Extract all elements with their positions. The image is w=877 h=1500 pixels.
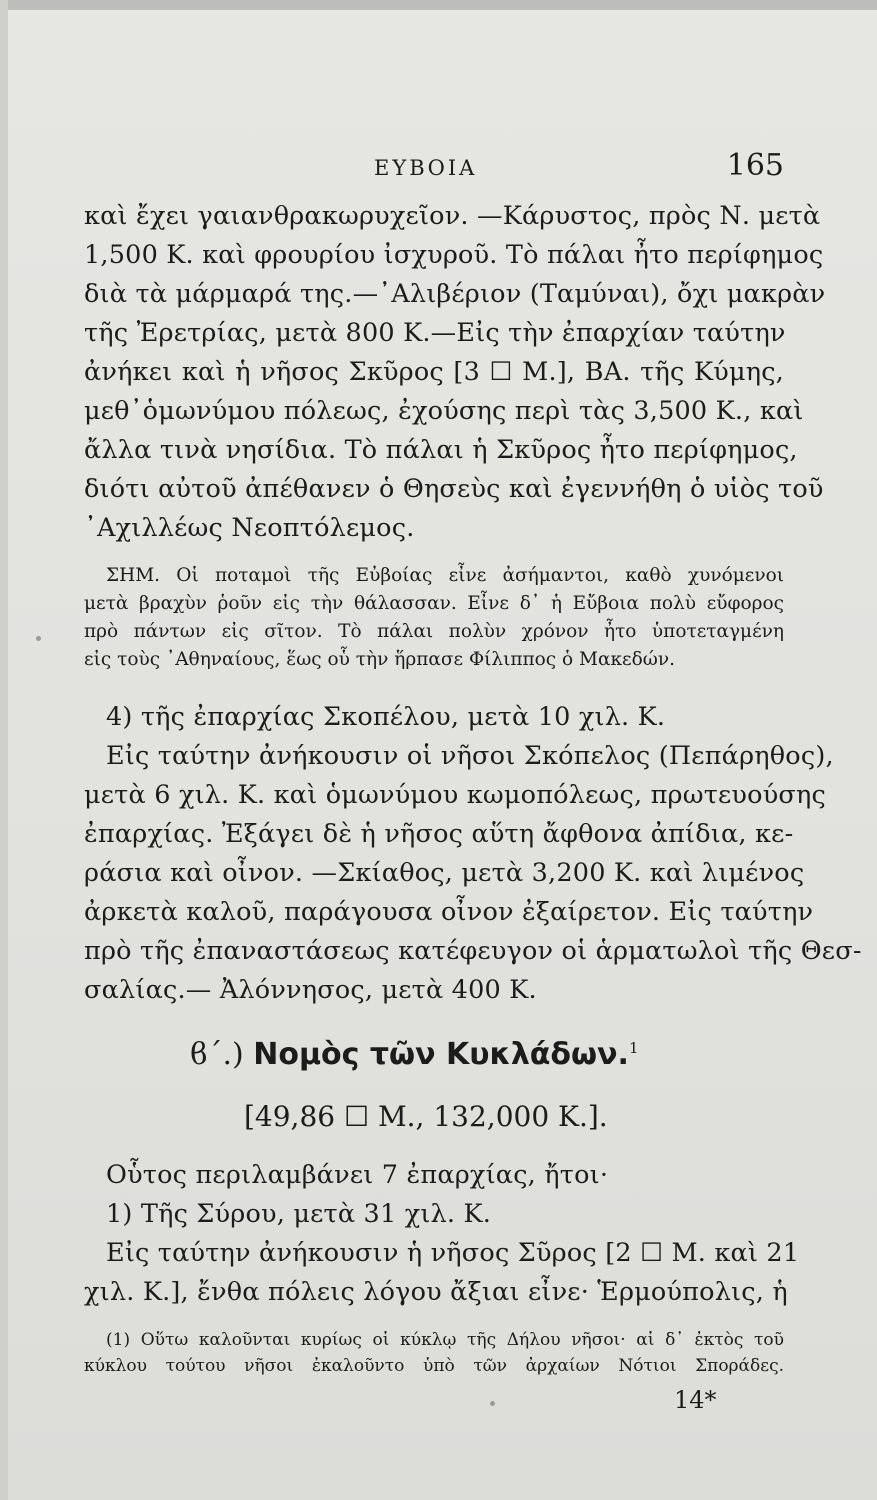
footnote-line: (1) Οὕτω καλοῦνται κυρίως οἱ κύκλῳ τῆς Δήλου νῆσοι· αἱ δ᾿ ἐκτὸς τοῦ <box>106 1330 784 1350</box>
signature-mark: 14* <box>674 1386 717 1414</box>
page-left-edge <box>0 0 8 1500</box>
text-line: μεθ᾿ὁμωνύμου πόλεως, ἐχούσης περὶ τὰς 3,500 Κ., καὶ <box>84 396 804 426</box>
page-number: 165 <box>726 148 784 183</box>
heading-title: Νομὸς τῶν Κυκλάδων. <box>253 1037 629 1072</box>
text-line: διότι αὐτοῦ ἀπέθανεν ὁ Θησεὺς καὶ ἐγεννήθη ὁ υἱὸς τοῦ <box>84 474 824 504</box>
note-line: ΣΗΜ. Οἱ ποταμοὶ τῆς Εὐβοίας εἶνε ἀσήμαντοι, καθὸ χυνόμενοι <box>106 565 784 586</box>
paper-speck <box>490 1401 495 1406</box>
text-line: καὶ ἔχει γαιανθρακωρυχεῖον. —Κάρυστος, πρὸς Ν. μετὰ <box>84 201 821 231</box>
text-line: ᾿Αχιλλέως Νεοπτόλεμος. <box>84 513 415 543</box>
text-line: ἀνήκει καὶ ἡ νῆσος Σκῦρος [3 ☐ Μ.], ΒΑ. τῆς Κύμης, <box>84 357 784 387</box>
text-line: Οὗτος περιλαμβάνει 7 ἐπαρχίας, ἤτοι· <box>106 1160 609 1190</box>
running-head <box>84 148 784 188</box>
note-line: εἰς τοὺς ᾿Αθηναίους, ἕως οὗ τὴν ἥρπασε Φίλιππος ὁ Μακεδών. <box>84 649 675 670</box>
heading-number: ϐ΄.) <box>190 1037 244 1072</box>
page-top-edge <box>0 0 877 10</box>
text-line: 1,500 Κ. καὶ φρουρίου ἰσχυροῦ. Τὸ πάλαι ἦτο περίφημος <box>84 240 824 270</box>
text-line: μετὰ 6 χιλ. Κ. καὶ ὁμωνύμου κωμοπόλεως, πρωτευούσης <box>84 780 826 810</box>
text-line: 1) Τῆς Σύρου, μετὰ 31 χιλ. Κ. <box>106 1199 492 1229</box>
area-population-line: [49,86 ☐ Μ., 132,000 Κ.]. <box>244 1100 608 1133</box>
paper-speck <box>36 636 41 641</box>
text-line: πρὸ τῆς ἐπαναστάσεως κατέφευγον οἱ ἁρματωλοὶ τῆς Θεσ- <box>84 936 862 966</box>
text-line: ἄλλα τινὰ νησίδια. Τὸ πάλαι ἡ Σκῦρος ἦτο περίφημος, <box>84 435 798 465</box>
note-line: μετὰ βραχὺν ῥοῦν εἰς τὴν θάλασσαν. Εἶνε δ᾿ ἡ Εὔβοια πολὺ εὔφορος <box>84 593 784 614</box>
text-line: σαλίας.— Ἀλόννησος, μετὰ 400 Κ. <box>84 975 537 1005</box>
section-heading <box>190 1037 638 1072</box>
text-line: ἐπαρχίας. Ἐξάγει δὲ ἡ νῆσος αὕτη ἄφθονα ἀπίδια, κε- <box>84 819 794 849</box>
note-line: πρὸ πάντων εἰς σῖτον. Τὸ πάλαι πολὺν χρόνον ἦτο ὑποτεταγμένη <box>84 621 784 642</box>
text-line: χιλ. Κ.], ἔνθα πόλεις λόγου ἄξιαι εἶνε· Ἑρμούπολις, ἡ <box>84 1277 788 1307</box>
text-line: Εἰς ταύτην ἀνήκουσιν ἡ νῆσος Σῦρος [2 ☐ Μ. καὶ 21 <box>106 1238 800 1268</box>
text-line: 4) τῆς ἐπαρχίας Σκοπέλου, μετὰ 10 χιλ. Κ. <box>106 702 666 732</box>
footnote-line: κύκλου τούτου νῆσοι ἐκαλοῦντο ὑπὸ τῶν ἀρχαίων Νότιοι Σποράδες. <box>84 1356 784 1376</box>
running-title: ΕΥΒΟΙΑ <box>374 156 478 180</box>
text-line: ἀρκετὰ καλοῦ, παράγουσα οἶνον ἐξαίρετον. Εἰς ταύτην <box>84 897 814 927</box>
text-line: Εἰς ταύτην ἀνήκουσιν οἱ νῆσοι Σκόπελος (Πεπάρηθος), <box>106 741 834 771</box>
text-line: διὰ τὰ μάρμαρά της.—᾿Αλιβέριον (Ταμύναι), ὄχι μακρὰν <box>84 279 826 309</box>
text-line: ράσια καὶ οἶνον. —Σκίαθος, μετὰ 3,200 Κ. καὶ λιμένος <box>84 858 805 888</box>
footnote-ref: 1 <box>628 1039 639 1057</box>
text-line: τῆς Ἐρετρίας, μετὰ 800 Κ.—Εἰς τὴν ἐπαρχίαν ταύτην <box>84 318 786 348</box>
